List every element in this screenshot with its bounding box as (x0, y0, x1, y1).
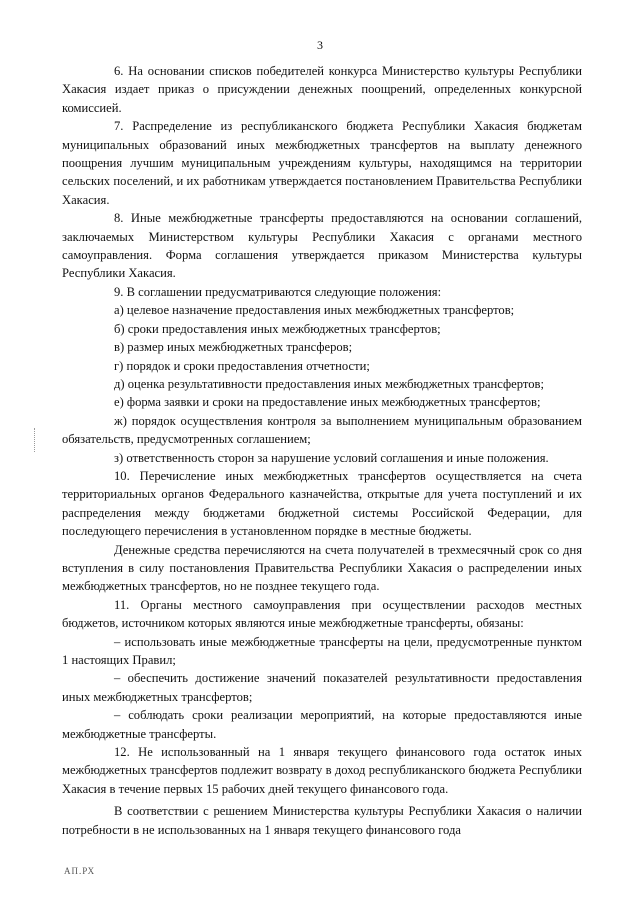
paragraph-12-continued: В соответствии с решением Министерства культуры Республики Хакасия о наличии потребности в не использованных на 1 января текущего финансового года (62, 804, 582, 837)
paragraph-8: 8. Иные межбюджетные трансферты предоставляются на основании соглашений, заключаемых Министерством культуры Республики Хакасия с органами местного самоуправления. Форма соглашения утверждается приказом Министерства культуры Республики Хакасия. (62, 211, 582, 281)
paragraph-7: 7. Распределение из республиканского бюджета Республики Хакасия бюджетам муниципальных образований иных межбюджетных трансфертов на выплату денежного поощрения лучшим муниципальным учреждениям культуры, находящимся на территории сельских поселений, и их работникам утверждается постановлением Правительства Республики Хакасия. (62, 119, 582, 207)
page-number: 3 (317, 38, 323, 52)
margin-marks (34, 428, 37, 452)
paragraph-9: 9. В соглашении предусматриваются следующие положения: (114, 284, 442, 299)
paragraph-6: 6. На основании списков победителей конкурса Министерство культуры Республики Хакасия издает приказ о присуждении денежных поощрений, определенных конкурсной комиссией. (62, 64, 582, 115)
paragraph-10: 10. Перечисление иных межбюджетных трансфертов осуществляется на счета территориальных органов Федерального казначейства, открытые для учета поступлений и их распределения между бюджетами бюджетной системы Российской Федерации, для последующего перечисления в установленном порядке в местные бюджеты. (62, 468, 582, 539)
list-item-g: г) порядок и сроки предоставления отчетности; (114, 358, 370, 373)
list-item-zh: ж) порядок осуществления контроля за выполнением муниципальным образованием обязательств, предусмотренных соглашением; (62, 413, 582, 447)
list-item-d: д) оценка результативности предоставления иных межбюджетных трансфертов; (114, 376, 544, 391)
list-item-z: з) ответственность сторон за нарушение условий соглашения и иные положения. (114, 450, 549, 465)
list-item-b: б) сроки предоставления иных межбюджетных трансфертов; (114, 321, 441, 336)
paragraph-12: 12. Не использованный на 1 января текущего финансового года остаток иных межбюджетных трансфертов подлежит возврату в доход республиканского бюджета Республики Хакасия в течение первых 15 рабочих дней текущего финансового года. (62, 745, 582, 796)
obligation-item-1: – использовать иные межбюджетные трансферты на цели, предусмотренные пунктом 1 настоящих Правил; (62, 634, 582, 667)
footer-mark: АП.РХ (64, 866, 96, 876)
list-item-v: в) размер иных межбюджетных трансферов; (114, 340, 353, 355)
paragraph-10-continued: Денежные средства перечисляются на счета получателей в трехмесячный срок со дня вступления в силу постановления Правительства Республики Хакасия о распределении иных межбюджетных трансфертов, но не позднее текущего года. (62, 542, 582, 594)
obligation-item-3: – соблюдать сроки реализации мероприятий, на которые предоставляются иные межбюджетные трансферты. (62, 708, 582, 741)
list-item-a: а) целевое назначение предоставления иных межбюджетных трансфертов; (114, 303, 515, 318)
paragraph-11: 11. Органы местного самоуправления при осуществлении расходов местных бюджетов, источником которых являются иные межбюджетные трансферты, обязаны: (62, 597, 582, 631)
list-item-e: е) форма заявки и сроки на предоставление иных межбюджетных трансфертов; (114, 395, 541, 410)
obligation-item-2: – обеспечить достижение значений показателей результативности предоставления иных межбюджетных трансфертов; (62, 671, 582, 704)
document-body (62, 62, 582, 839)
